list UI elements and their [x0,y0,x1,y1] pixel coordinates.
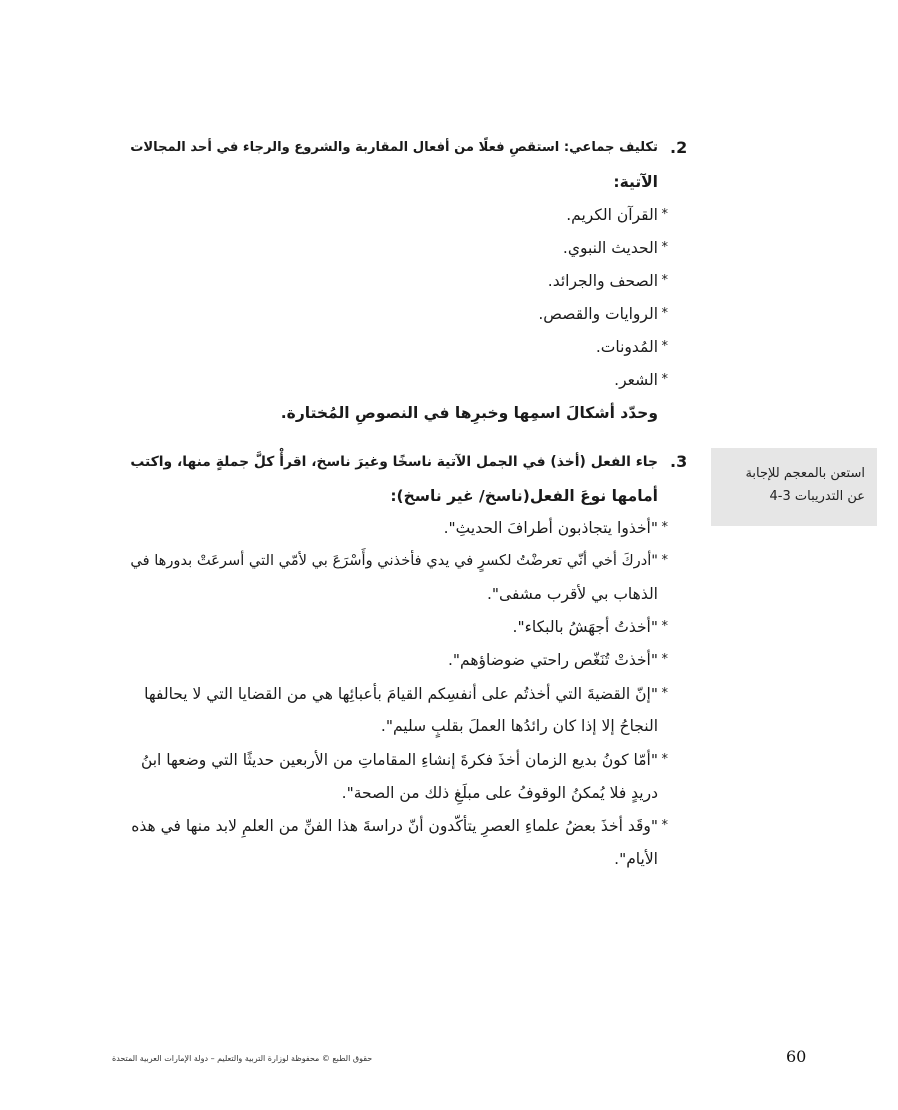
q3-bullet-line: دريدٍ فلا يُمكنُ الوقوفُ على مبلَغِ ذلك من الصحة". [341,784,658,802]
q3-bullet-line: "أخذتُ أجهَشُ بالبكاء". [512,618,658,636]
page-number: 60 [786,1047,807,1066]
bullet-marker: * [661,520,668,535]
hint-line1: استعن بالمعجم للإجابة [745,466,865,481]
question-3-number: .3 [670,452,688,471]
bullet-marker: * [661,240,668,255]
question-3-title-line2: أمامها نوعَ الفعل(ناسخ/ غير ناسخ): [390,487,658,505]
q3-bullet-line: "أدركَ أخي أنّي تعرضْتُ لكسرٍ في يدي فأخذني وأَسْرَعَ بي لأمّي التي أسرعَتْ بدورها في [130,552,658,569]
q2-bullet-item: القرآن الكريم. [566,206,658,224]
q3-bullet-line: "أخذتْ تُنَغّص راحتي ضوضاؤهم". [447,651,658,669]
q2-bullet-item: الشعر. [614,371,658,389]
q2-bullet-item: الحديث النبوي. [562,239,658,257]
bullet-marker: * [661,686,668,701]
q2-bullet-item: المُدونات. [595,338,658,356]
question-3-title-line1: جاء الفعل (أخذ) في الجمل الآتية ناسخًا وغيرَ ناسخ، اقرأْ كلَّ جملةٍ منها، واكتب [130,454,658,470]
q3-bullet-line: الذهاب بي لأقرب مشفى". [486,585,658,603]
copyright-notice: حقوق الطبع © محفوظة لوزارة التربية والتعليم – دولة الإمارات العربية المتحدة [112,1054,373,1063]
question-2-title-line1: تكليف جماعي: استقصِ فعلًا من أفعال المقاربة والشروع والرجاء في أحد المجالات [130,140,658,155]
q3-bullet-line: "أمّا كونُ بديع الزمان أخذَ فكرةَ إنشاءِ المقاماتِ من الأربعين حديثًا التي وضعها ابنُ [140,751,658,769]
bullet-marker: * [661,207,668,222]
q3-bullet-line: "إنّ القضيةَ التي أخذتُم على أنفسِكم القيامَ بأعبائِها هي من القضايا التي لا يحالفها [144,685,658,703]
q2-bullet-item: الصحف والجرائد. [547,272,658,290]
hint-line2: عن التدريبات 3-4 [769,489,865,504]
q3-bullet-line: النجاحُ إلا إذا كان رائدُها العملَ بقلبٍ سليم". [380,717,658,735]
question-2-closing: وحدّد أشكالَ اسمِها وخبرِها في النصوصِ المُختارة. [280,404,658,422]
q3-bullet-line: "أخذوا يتجاذبون أطرافَ الحديثِ". [443,519,658,537]
bullet-marker: * [661,652,668,667]
bullet-marker: * [661,553,668,568]
q3-bullet-line: الأيام". [614,850,658,868]
bullet-marker: * [661,372,668,387]
q2-bullet-item: الروايات والقصص. [538,305,658,323]
bullet-marker: * [661,273,668,288]
dictionary-hint-box [711,448,877,526]
bullet-marker: * [661,818,668,833]
bullet-marker: * [661,306,668,321]
bullet-marker: * [661,339,668,354]
bullet-marker: * [661,619,668,634]
question-2-title-line2: الآتية: [613,173,658,191]
q3-bullet-line: "وقَد أخذَ بعضُ علماءِ العصرِ يتأكّدون أنّ دراسةَ هذا الفنِّ من العلمِ لابد منها في هذه [131,817,658,835]
question-2-number: .2 [670,138,688,157]
bullet-marker: * [661,752,668,767]
